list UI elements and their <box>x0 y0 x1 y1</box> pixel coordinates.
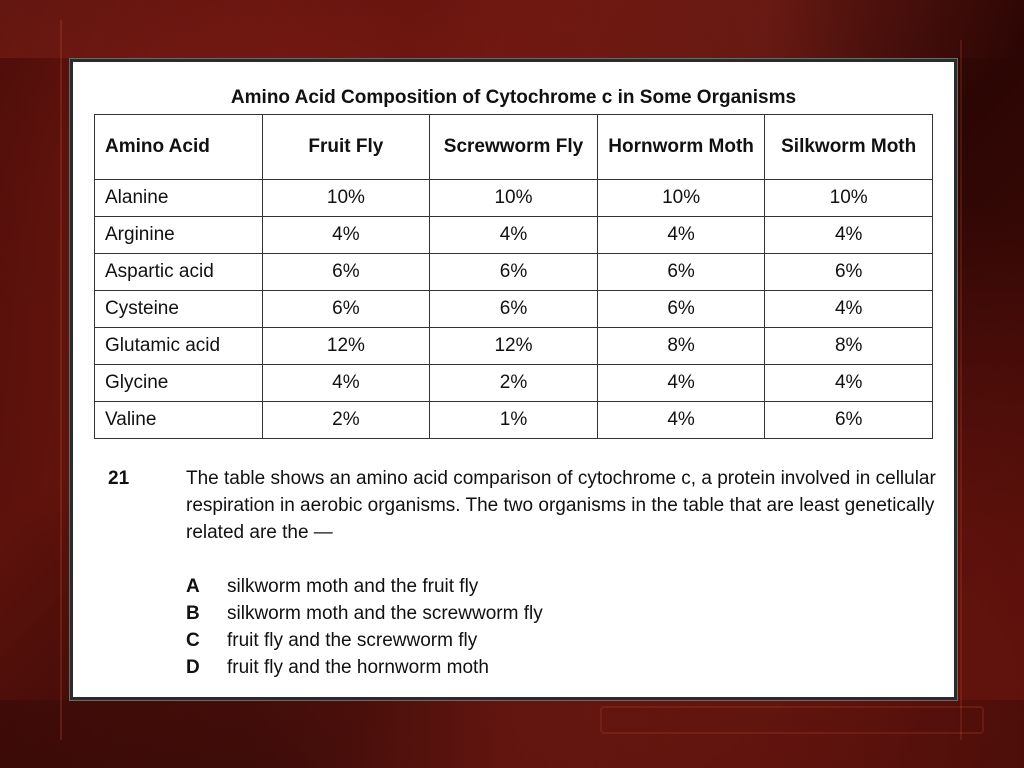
table-cell: 6% <box>765 402 933 439</box>
answer-choice-c[interactable] <box>186 627 543 654</box>
table-cell: 1% <box>430 402 598 439</box>
table-cell: Alanine <box>95 180 263 217</box>
background-decoration <box>20 20 62 740</box>
choice-letter: D <box>186 657 200 678</box>
choice-letter: A <box>186 576 200 597</box>
table-cell: 10% <box>765 180 933 217</box>
table-cell: 6% <box>262 254 430 291</box>
table-cell: 6% <box>430 291 598 328</box>
question-number: 21 <box>108 468 130 489</box>
table-cell: 10% <box>262 180 430 217</box>
answer-choice-d[interactable] <box>186 654 543 681</box>
answer-choices <box>186 573 543 681</box>
table-cell: 6% <box>597 291 765 328</box>
table-cell: Valine <box>95 402 263 439</box>
table-cell: 4% <box>262 217 430 254</box>
table-cell: 12% <box>262 328 430 365</box>
table-cell: 4% <box>597 217 765 254</box>
choice-text: fruit fly and the screwworm fly <box>227 630 478 651</box>
table-row <box>95 254 933 291</box>
table-cell: 8% <box>765 328 933 365</box>
table-row <box>95 402 933 439</box>
table-cell: 8% <box>597 328 765 365</box>
table-cell: Glutamic acid <box>95 328 263 365</box>
background-decoration <box>0 0 1024 58</box>
table-cell: 2% <box>262 402 430 439</box>
choice-text: silkworm moth and the fruit fly <box>227 576 479 597</box>
table-cell: 6% <box>597 254 765 291</box>
table-cell: 4% <box>430 217 598 254</box>
background-decoration <box>960 40 1002 740</box>
table-cell: 4% <box>597 402 765 439</box>
background-decoration <box>600 706 984 734</box>
table-row <box>95 217 933 254</box>
table-cell: 4% <box>262 365 430 402</box>
column-header: Screwworm Fly <box>430 115 598 180</box>
amino-acid-table <box>94 114 933 439</box>
table-cell: 6% <box>430 254 598 291</box>
table-cell: 10% <box>597 180 765 217</box>
question-text: The table shows an amino acid comparison of cytochrome c, a protein involved in cellular respiration in aerobic organisms. The two organisms in the table that are least genetically related are the — <box>186 468 936 543</box>
table-row <box>95 180 933 217</box>
choice-letter: C <box>186 630 200 651</box>
table-cell: 6% <box>262 291 430 328</box>
table-row <box>95 291 933 328</box>
table-cell: 4% <box>597 365 765 402</box>
table-cell: 4% <box>765 365 933 402</box>
answer-choice-b[interactable] <box>186 600 543 627</box>
choice-text: fruit fly and the hornworm moth <box>227 657 489 678</box>
column-header: Amino Acid <box>95 115 263 180</box>
answer-choice-a[interactable] <box>186 573 543 600</box>
table-row <box>95 365 933 402</box>
choice-letter: B <box>186 603 200 624</box>
table-cell: Glycine <box>95 365 263 402</box>
table-cell: 12% <box>430 328 598 365</box>
table-cell: Aspartic acid <box>95 254 263 291</box>
table-cell: 10% <box>430 180 598 217</box>
column-header: Hornworm Moth <box>597 115 765 180</box>
table-cell: 6% <box>765 254 933 291</box>
table-cell: 4% <box>765 217 933 254</box>
background-decoration <box>0 700 1024 768</box>
column-header: Fruit Fly <box>262 115 430 180</box>
content-panel <box>70 59 957 700</box>
table-cell: 4% <box>765 291 933 328</box>
table-cell: Arginine <box>95 217 263 254</box>
column-header: Silkworm Moth <box>765 115 933 180</box>
table-title: Amino Acid Composition of Cytochrome c in Some Organisms <box>230 87 797 108</box>
table-row <box>95 328 933 365</box>
choice-text: silkworm moth and the screwworm fly <box>227 603 543 624</box>
table-cell: 2% <box>430 365 598 402</box>
table-header-row <box>95 115 933 180</box>
table-cell: Cysteine <box>95 291 263 328</box>
